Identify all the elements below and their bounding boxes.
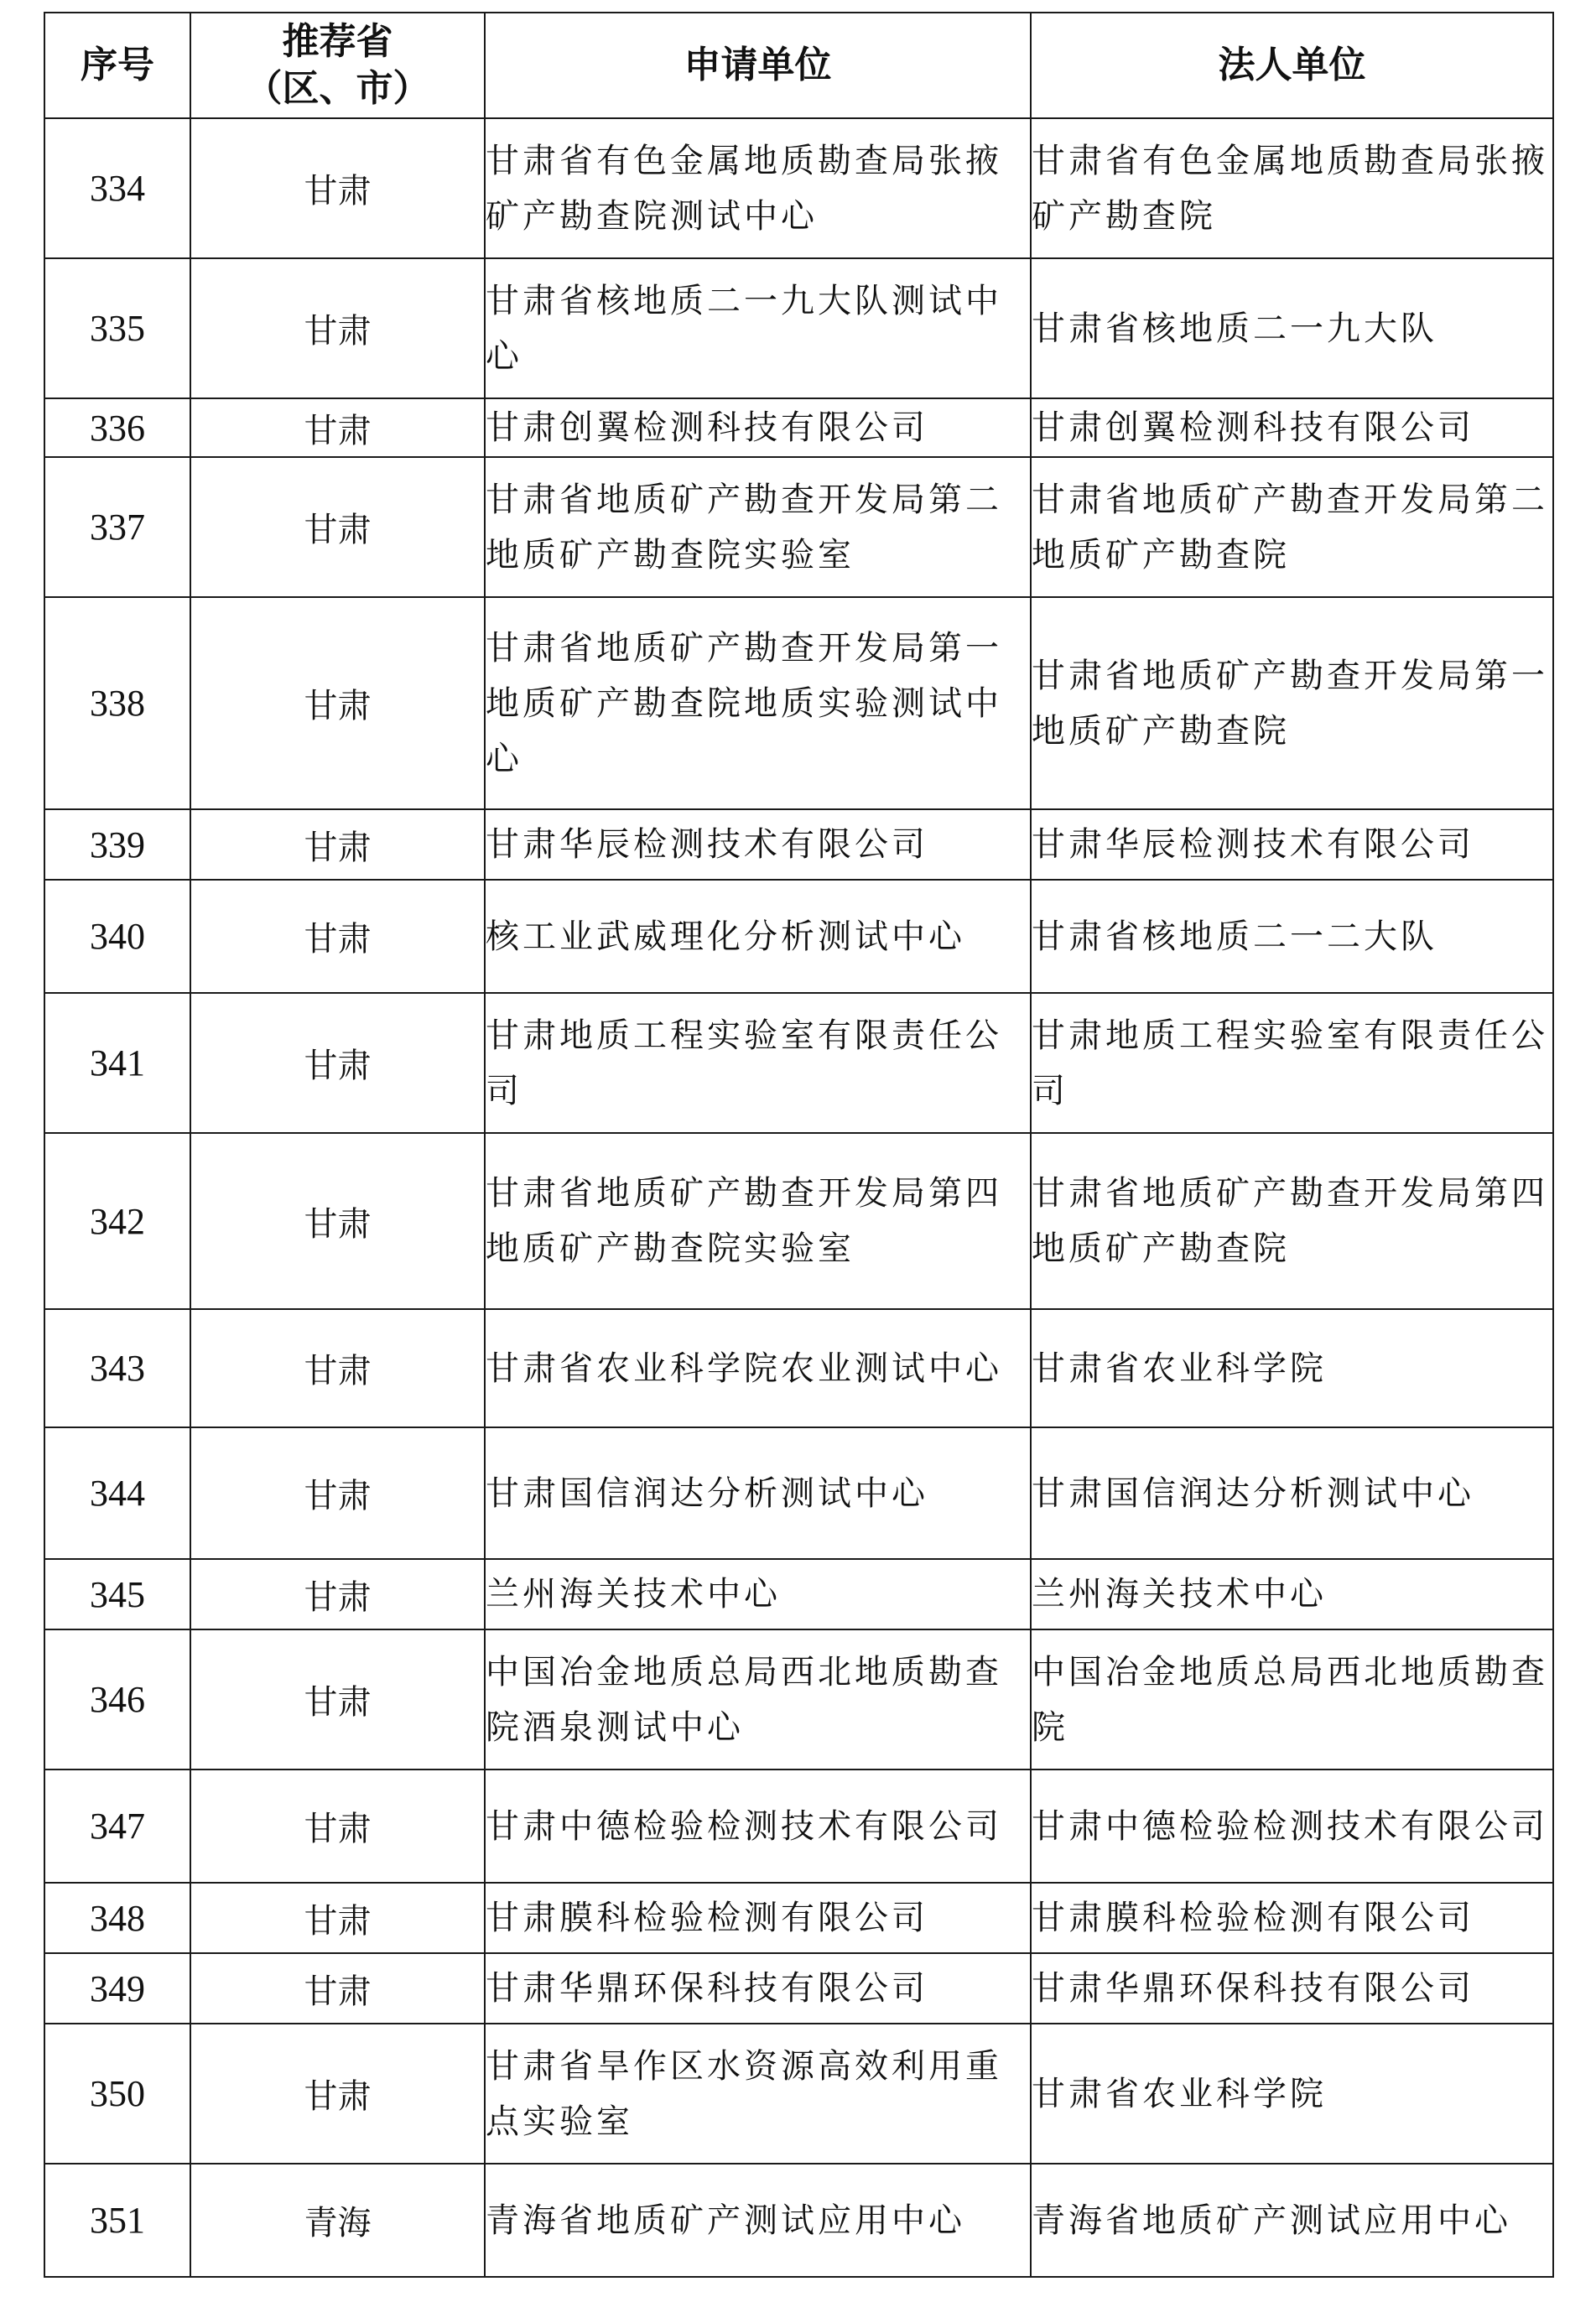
row-legal-entity: 甘肃省核地质二一二大队 — [1031, 880, 1553, 993]
row-province: 甘肃 — [190, 1883, 485, 1953]
table-row — [44, 1427, 1553, 1559]
row-legal-entity: 甘肃省地质矿产勘查开发局第四地质矿产勘查院 — [1031, 1133, 1553, 1309]
row-applicant: 中国冶金地质总局西北地质勘查院酒泉测试中心 — [485, 1629, 1031, 1770]
table-row — [44, 880, 1553, 993]
row-legal-entity: 甘肃省地质矿产勘查开发局第一地质矿产勘查院 — [1031, 597, 1553, 809]
row-seq: 345 — [44, 1559, 190, 1629]
row-legal-entity: 甘肃华鼎环保科技有限公司 — [1031, 1953, 1553, 2024]
row-legal-entity: 甘肃华辰检测技术有限公司 — [1031, 809, 1553, 880]
lab-list-table — [44, 12, 1554, 2278]
row-seq: 348 — [44, 1883, 190, 1953]
row-seq: 340 — [44, 880, 190, 993]
table-row — [44, 118, 1553, 258]
row-province: 甘肃 — [190, 118, 485, 258]
table-row — [44, 258, 1553, 398]
row-province: 甘肃 — [190, 1770, 485, 1883]
row-legal-entity: 甘肃创翼检测科技有限公司 — [1031, 398, 1553, 457]
row-applicant: 甘肃创翼检测科技有限公司 — [485, 398, 1031, 457]
row-legal-entity: 兰州海关技术中心 — [1031, 1559, 1553, 1629]
row-seq: 334 — [44, 118, 190, 258]
row-province: 甘肃 — [190, 993, 485, 1133]
row-applicant: 甘肃地质工程实验室有限责任公司 — [485, 993, 1031, 1133]
table-body — [44, 118, 1553, 2277]
row-province: 甘肃 — [190, 1133, 485, 1309]
row-applicant: 甘肃膜科检验检测有限公司 — [485, 1883, 1031, 1953]
row-applicant: 甘肃省有色金属地质勘查局张掖矿产勘查院测试中心 — [485, 118, 1031, 258]
row-applicant: 甘肃省地质矿产勘查开发局第一地质矿产勘查院地质实验测试中心 — [485, 597, 1031, 809]
header-province-line2: （区、市） — [245, 67, 430, 110]
table-row — [44, 809, 1553, 880]
row-legal-entity: 甘肃中德检验检测技术有限公司 — [1031, 1770, 1553, 1883]
row-applicant: 甘肃国信润达分析测试中心 — [485, 1427, 1031, 1559]
table-row — [44, 1953, 1553, 2024]
row-applicant: 核工业武威理化分析测试中心 — [485, 880, 1031, 993]
row-seq: 335 — [44, 258, 190, 398]
row-province: 甘肃 — [190, 1953, 485, 2024]
row-seq: 343 — [44, 1309, 190, 1427]
table-row — [44, 1883, 1553, 1953]
row-seq: 349 — [44, 1953, 190, 2024]
row-applicant: 甘肃省旱作区水资源高效利用重点实验室 — [485, 2024, 1031, 2164]
row-seq: 347 — [44, 1770, 190, 1883]
row-province: 甘肃 — [190, 457, 485, 597]
row-seq: 342 — [44, 1133, 190, 1309]
row-seq: 346 — [44, 1629, 190, 1770]
row-seq: 350 — [44, 2024, 190, 2164]
table-row — [44, 1629, 1553, 1770]
row-legal-entity: 甘肃省核地质二一九大队 — [1031, 258, 1553, 398]
row-province: 甘肃 — [190, 597, 485, 809]
row-applicant: 甘肃省地质矿产勘查开发局第四地质矿产勘查院实验室 — [485, 1133, 1031, 1309]
row-province: 甘肃 — [190, 398, 485, 457]
row-seq: 339 — [44, 809, 190, 880]
header-province-line1: 推荐省 — [282, 20, 393, 63]
row-legal-entity: 中国冶金地质总局西北地质勘查院 — [1031, 1629, 1553, 1770]
table-row — [44, 993, 1553, 1133]
row-legal-entity: 甘肃省地质矿产勘查开发局第二地质矿产勘查院 — [1031, 457, 1553, 597]
table-row — [44, 597, 1553, 809]
table-row — [44, 398, 1553, 457]
row-province: 甘肃 — [190, 1559, 485, 1629]
row-legal-entity: 甘肃国信润达分析测试中心 — [1031, 1427, 1553, 1559]
row-applicant: 兰州海关技术中心 — [485, 1559, 1031, 1629]
row-seq: 336 — [44, 398, 190, 457]
row-legal-entity: 甘肃省有色金属地质勘查局张掖矿产勘查院 — [1031, 118, 1553, 258]
row-province: 甘肃 — [190, 809, 485, 880]
table-row — [44, 1133, 1553, 1309]
row-province: 甘肃 — [190, 258, 485, 398]
header-province — [190, 13, 485, 118]
row-seq: 338 — [44, 597, 190, 809]
header-row — [44, 13, 1553, 118]
row-seq: 341 — [44, 993, 190, 1133]
header-seq: 序号 — [44, 13, 190, 118]
row-applicant: 甘肃省地质矿产勘查开发局第二地质矿产勘查院实验室 — [485, 457, 1031, 597]
table-row — [44, 1770, 1553, 1883]
row-province: 甘肃 — [190, 880, 485, 993]
row-province: 青海 — [190, 2164, 485, 2277]
row-applicant: 甘肃省核地质二一九大队测试中心 — [485, 258, 1031, 398]
table-row — [44, 2024, 1553, 2164]
row-applicant: 青海省地质矿产测试应用中心 — [485, 2164, 1031, 2277]
header-legal-entity: 法人单位 — [1031, 13, 1553, 118]
row-seq: 337 — [44, 457, 190, 597]
row-province: 甘肃 — [190, 1309, 485, 1427]
table-row — [44, 457, 1553, 597]
row-province: 甘肃 — [190, 1427, 485, 1559]
row-seq: 351 — [44, 2164, 190, 2277]
row-legal-entity: 甘肃省农业科学院 — [1031, 2024, 1553, 2164]
row-legal-entity: 青海省地质矿产测试应用中心 — [1031, 2164, 1553, 2277]
row-seq: 344 — [44, 1427, 190, 1559]
header-applicant: 申请单位 — [485, 13, 1031, 118]
row-legal-entity: 甘肃膜科检验检测有限公司 — [1031, 1883, 1553, 1953]
table-row — [44, 1309, 1553, 1427]
table-row — [44, 2164, 1553, 2277]
table-row — [44, 1559, 1553, 1629]
row-legal-entity: 甘肃地质工程实验室有限责任公司 — [1031, 993, 1553, 1133]
row-province: 甘肃 — [190, 1629, 485, 1770]
row-applicant: 甘肃中德检验检测技术有限公司 — [485, 1770, 1031, 1883]
row-province: 甘肃 — [190, 2024, 485, 2164]
row-legal-entity: 甘肃省农业科学院 — [1031, 1309, 1553, 1427]
row-applicant: 甘肃华辰检测技术有限公司 — [485, 809, 1031, 880]
row-applicant: 甘肃省农业科学院农业测试中心 — [485, 1309, 1031, 1427]
row-applicant: 甘肃华鼎环保科技有限公司 — [485, 1953, 1031, 2024]
